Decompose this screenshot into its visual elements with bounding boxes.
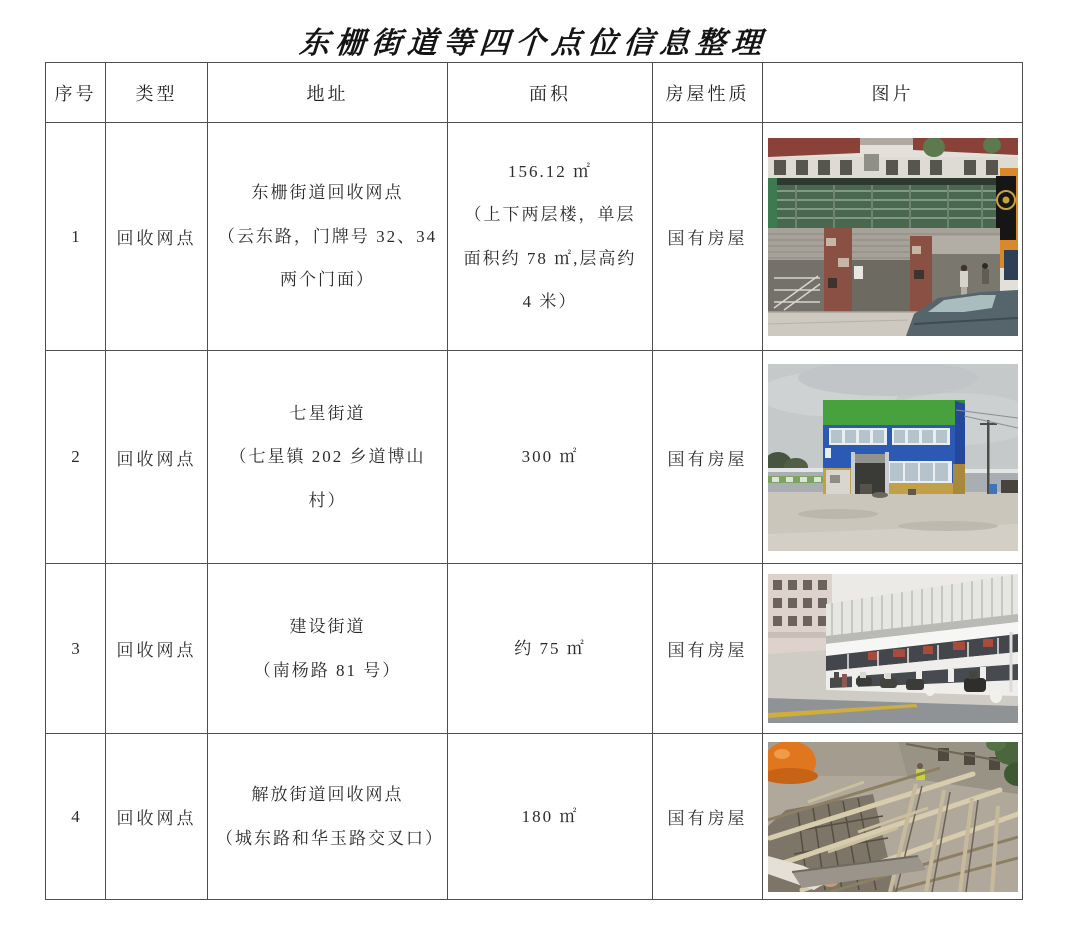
- type-label: 回收网点: [116, 449, 197, 469]
- col-header-property: 房屋性质: [653, 63, 763, 123]
- cell-area: [448, 351, 653, 564]
- col-header-serial: 序号: [46, 63, 106, 123]
- area-line: （上下两层楼，单层面积约 78 ㎡,层高约 4 米）: [463, 205, 637, 311]
- serial-number: 4: [71, 806, 80, 826]
- cell-property: [653, 734, 763, 900]
- col-header-type: 类型: [106, 63, 208, 123]
- cell-address: [208, 123, 448, 351]
- cell-area: [448, 564, 653, 734]
- cell-property: [653, 564, 763, 734]
- serial-number: 3: [71, 638, 80, 658]
- cell-type: [106, 123, 208, 351]
- document-title: 东栅街道等四个点位信息整理: [298, 27, 769, 60]
- type-label: 回收网点: [116, 229, 197, 248]
- cell-area: [448, 123, 653, 351]
- photo-construction-site: [763, 742, 1022, 892]
- cell-serial: [46, 734, 106, 900]
- address-line: 东栅街道回收网点: [251, 183, 404, 203]
- photo-white-building-street: [763, 574, 1022, 723]
- cell-address: [208, 564, 448, 734]
- cell-serial: [46, 564, 106, 734]
- area-line: 约 75 ㎡: [514, 638, 586, 658]
- property-label: 国有房屋: [667, 229, 748, 248]
- address-line: 七星街道: [289, 403, 366, 423]
- property-label: 国有房屋: [667, 809, 748, 828]
- area-line: 180 ㎡: [521, 806, 579, 826]
- photo-blue-green-building: [763, 364, 1022, 551]
- cell-type: [106, 734, 208, 900]
- table-row-1: [46, 123, 1023, 351]
- address-line: （城东路和华玉路交叉口）: [216, 828, 444, 848]
- photo-blue-green-building-image: [768, 364, 1018, 551]
- type-label: 回收网点: [116, 809, 197, 828]
- address-line: （七星镇 202 乡道博山村）: [229, 447, 426, 510]
- photo-storefront-renovation-image: [768, 138, 1018, 336]
- table-row-4: [46, 734, 1023, 900]
- col-header-area: 面积: [448, 63, 653, 123]
- points-info-table: [45, 62, 1023, 900]
- table-header-row: [46, 63, 1023, 123]
- cell-photo: [763, 734, 1023, 900]
- photo-storefront-renovation: [763, 138, 1022, 336]
- address-line: 解放街道回收网点: [251, 785, 404, 805]
- type-label: 回收网点: [116, 641, 197, 660]
- address-line: （云东路，门牌号 32、34 两个门面）: [217, 226, 438, 290]
- property-label: 国有房屋: [667, 641, 748, 660]
- property-label: 国有房屋: [667, 449, 748, 469]
- table-row-3: [46, 564, 1023, 734]
- serial-number: 2: [71, 447, 80, 466]
- cell-photo: [763, 351, 1023, 564]
- cell-serial: [46, 351, 106, 564]
- cell-area: [448, 734, 653, 900]
- table-row-2: [46, 351, 1023, 564]
- cell-photo: [763, 123, 1023, 351]
- serial-number: 1: [71, 226, 80, 246]
- address-line: 建设街道: [289, 617, 366, 637]
- cell-address: [208, 351, 448, 564]
- area-line: 300 ㎡: [521, 447, 579, 467]
- area-line: 156.12 ㎡: [508, 161, 592, 181]
- cell-type: [106, 351, 208, 564]
- cell-photo: [763, 564, 1023, 734]
- cell-property: [653, 351, 763, 564]
- photo-white-building-street-image: [768, 574, 1018, 723]
- cell-address: [208, 734, 448, 900]
- cell-type: [106, 564, 208, 734]
- cell-property: [653, 123, 763, 351]
- col-header-photo: 图片: [763, 63, 1023, 123]
- cell-serial: [46, 123, 106, 351]
- col-header-address: 地址: [208, 63, 448, 123]
- photo-construction-site-image: [768, 742, 1018, 892]
- address-line: （南杨路 81 号）: [253, 660, 402, 680]
